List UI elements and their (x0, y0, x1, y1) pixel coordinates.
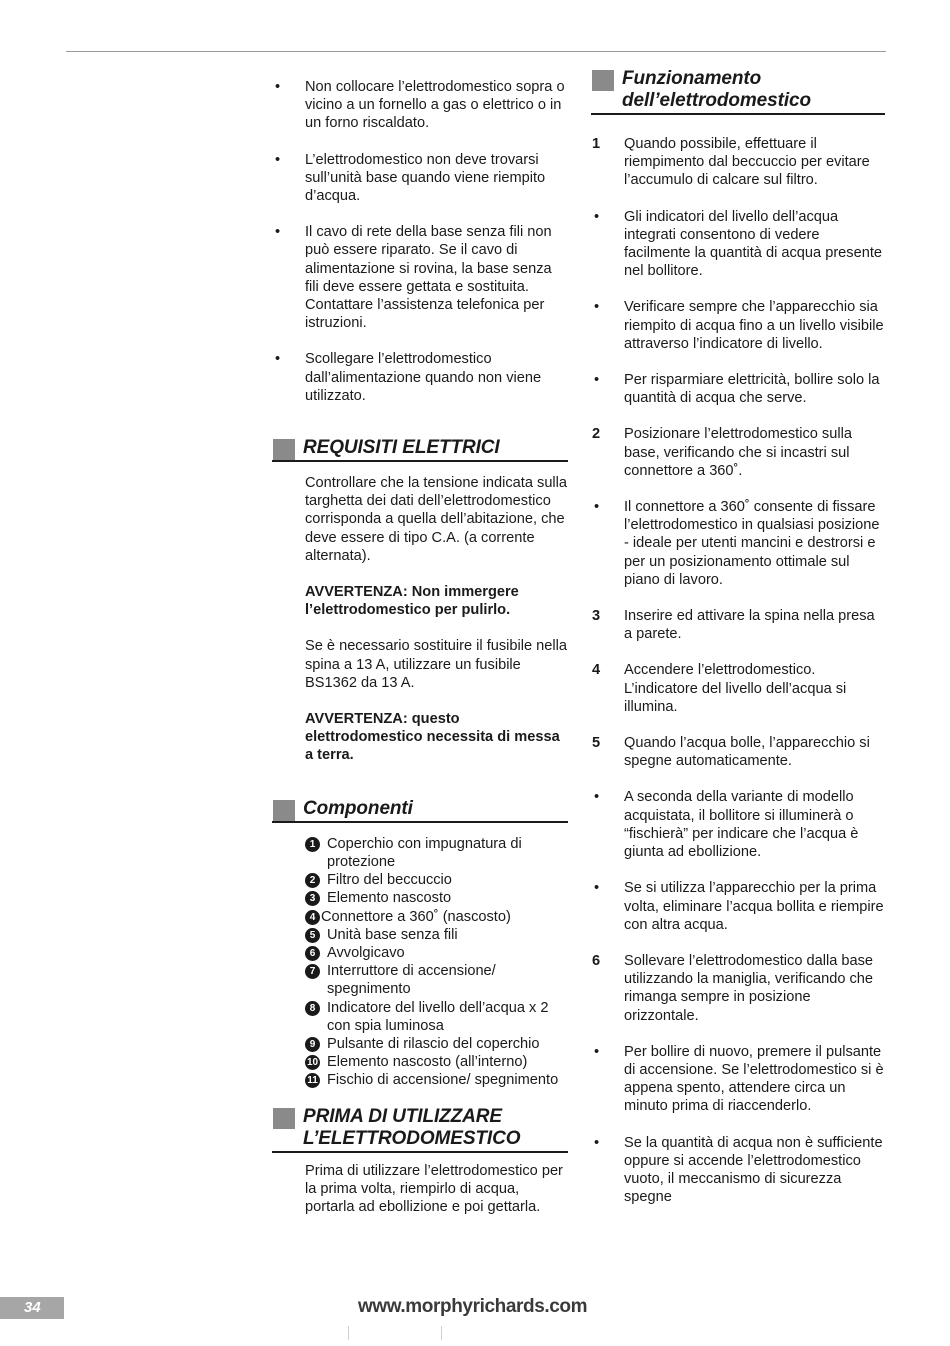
bullet-text: Scollegare l’elettrodomestico dall’alimentazione quando non viene utilizzato. (305, 351, 542, 404)
list-item (591, 1043, 885, 1116)
bullet: • (594, 1134, 600, 1151)
component-text: Avvolgicavo (327, 944, 405, 961)
bullet-text: Il cavo di rete della base senza fili non può essere riparato. Se il cavo di alimentazione si rovina, la base senza fili deve essere gettata e sostituita. Contattare l’assistenza telefonica per istruzioni. (305, 224, 552, 332)
component-text: Unità base senza fili (327, 926, 458, 943)
item-text: Verificare sempre che l’apparecchio sia riempito di acqua fino a un livello visibile attraverso l’indicatore di livello. (624, 299, 884, 352)
item-text: Inserire ed attivare la spina nella presa a parete. (624, 608, 875, 643)
component-item (272, 889, 568, 907)
component-number: 6 (305, 946, 320, 961)
component-item (272, 999, 568, 1035)
step-number: 1 (592, 136, 601, 152)
heading-square (273, 439, 295, 460)
heading-square (273, 1108, 295, 1129)
section-title-line2: dell’elettrodomestico (622, 90, 811, 111)
item-text: A seconda della variante di modello acquistata, il bollitore si illuminerà o “fischierà” per indicare che l’acqua è giunta ad ebollizione. (624, 789, 859, 861)
component-text: Filtro del beccuccio (327, 872, 452, 889)
component-item (272, 1053, 568, 1071)
bullet: • (594, 880, 600, 897)
bullet: • (275, 224, 281, 241)
heading-square (592, 70, 614, 91)
bullet: • (275, 79, 281, 95)
item-text: Per bollire di nuovo, premere il pulsante di accensione. Se l’elettrodomestico si è appena spento, attendere circa un minuto prima di riaccenderlo. (624, 1043, 884, 1115)
list-item (591, 607, 885, 643)
component-text: Elemento nascosto (327, 890, 452, 907)
website-url[interactable]: www.morphyrichards.com (358, 1296, 588, 1317)
section-heading-before-use (272, 1106, 568, 1153)
section-title-line1: Funzionamento (622, 68, 762, 89)
heading-square (273, 800, 295, 821)
section-heading-electrical (272, 437, 568, 462)
component-number: 3 (305, 891, 320, 906)
bullet: • (594, 1043, 600, 1060)
component-number: 7 (305, 964, 320, 979)
bullet: • (594, 208, 600, 225)
bullet-text: L’elettrodomestico non deve trovarsi sull’unità base quando viene riempito d’acqua. (305, 151, 546, 205)
step-number: 5 (592, 735, 601, 752)
left-column (272, 78, 568, 1216)
section-heading-operation (591, 68, 885, 115)
list-item (272, 78, 568, 133)
item-text: Sollevare l’elettrodomestico dalla base utilizzando la maniglia, verificando che rimanga sempre in posizione orizzontale. (624, 952, 874, 1024)
component-item (272, 944, 568, 962)
list-item (591, 371, 885, 407)
bullet: • (594, 499, 600, 516)
component-text: Interruttore di accensione/ spegnimento (327, 963, 496, 998)
component-text: Fischio di accensione/ spegnimento (327, 1072, 559, 1089)
component-number: 2 (305, 873, 320, 888)
section-heading-components (272, 798, 568, 823)
item-text: Se si utilizza l’apparecchio per la prima volta, eliminare l’acqua bollita e riempire con altra acqua. (624, 880, 884, 933)
component-text: Coperchio con impugnatura di protezione (327, 835, 522, 870)
step-number: 6 (592, 952, 601, 969)
bullet: • (275, 151, 281, 168)
component-text: Connettore a 360˚ (nascosto) (321, 908, 511, 925)
component-number: 9 (305, 1037, 320, 1052)
section-title: Componenti (303, 797, 413, 819)
component-item (272, 926, 568, 944)
right-column (591, 68, 885, 1206)
bullet: • (594, 299, 600, 316)
item-text: Quando possibile, effettuare il riempimento dal beccuccio per evitare l’accumulo di calcare sul filtro. (624, 136, 870, 189)
section-title-line1: PRIMA DI UTILIZZARE (303, 1105, 502, 1127)
step-number: 4 (592, 662, 601, 679)
item-text: Per risparmiare elettricità, bollire solo la quantità di acqua che serve. (624, 372, 880, 407)
bullet-text: Non collocare l’elettrodomestico sopra o vicino a un fornello a gas o elettrico o in un forno riscaldato. (305, 79, 565, 132)
list-item (591, 952, 885, 1025)
list-item (272, 151, 568, 206)
crop-mark (441, 1326, 442, 1340)
list-item (591, 425, 885, 480)
component-text: Pulsante di rilascio del coperchio (327, 1035, 540, 1052)
component-number: 8 (305, 1001, 320, 1016)
list-item (591, 135, 885, 190)
item-text: Gli indicatori del livello dell’acqua integrati consentono di vedere facilmente la quantità di acqua presente nel bollitore. (624, 208, 882, 280)
list-item (272, 223, 568, 332)
component-item (272, 1035, 568, 1053)
paragraph: Controllare che la tensione indicata sulla targhetta dei dati dell’elettrodomestico corrisponda a quella dell’abitazione, che deve essere di tipo C.A. (a corrente alternata). (305, 475, 568, 564)
list-item (272, 350, 568, 405)
item-text: Il connettore a 360˚ consente di fissare l’elettrodomestico in qualsiasi posizione - ideale per utenti mancini e destrorsi e per un posizionamento ottimale sul piano di lavoro. (624, 499, 880, 588)
component-number: 11 (305, 1073, 320, 1088)
crop-mark (348, 1326, 349, 1340)
section-title-line2: L’ELETTRODOMESTICO (303, 1127, 521, 1149)
paragraph: Prima di utilizzare l’elettrodomestico per la prima volta, riempirlo di acqua, portarla ad ebollizione e poi gettarla. (305, 1162, 563, 1215)
list-item (591, 298, 885, 353)
list-item (591, 208, 885, 281)
bullet: • (594, 789, 600, 806)
page-number: 34 (24, 1299, 41, 1316)
list-item (591, 788, 885, 861)
list-item (591, 1134, 885, 1207)
item-text: Accendere l’elettrodomestico. L’indicatore del livello dell’acqua si illumina. (624, 662, 847, 715)
component-number: 10 (306, 1057, 319, 1069)
component-text: Indicatore del livello dell’acqua x 2 con spia luminosa (327, 999, 549, 1034)
paragraph: Se è necessario sostituire il fusibile nella spina a 13 A, utilizzare un fusibile BS1362 da 13 A. (305, 638, 568, 691)
item-text: Quando l’acqua bolle, l’apparecchio si spegne automaticamente. (624, 735, 870, 770)
warning-text: AVVERTENZA: questo elettrodomestico necessita di messa a terra. (305, 711, 560, 764)
step-number: 3 (592, 608, 601, 625)
component-text: Elemento nascosto (all’interno) (327, 1054, 528, 1071)
warning-text: AVVERTENZA: Non immergere l’elettrodomestico per pulirlo. (305, 584, 519, 619)
top-rule (66, 51, 886, 52)
list-item (591, 879, 885, 934)
component-item (272, 871, 568, 889)
list-item (591, 661, 885, 716)
item-text: Se la quantità di acqua non è sufficiente oppure si accende l’elettrodomestico vuoto, il meccanismo di sicurezza spegne (624, 1134, 883, 1206)
component-item (272, 908, 568, 926)
list-item (591, 498, 885, 589)
list-item (591, 734, 885, 770)
component-number: 5 (305, 928, 320, 943)
component-item (272, 962, 568, 998)
item-text: Posizionare l’elettrodomestico sulla base, verificando che si incastri sul connettore a 360˚. (624, 426, 852, 479)
section-title: REQUISITI ELETTRICI (303, 437, 500, 459)
component-number: 4 (305, 910, 320, 925)
component-item (272, 1071, 568, 1089)
bullet: • (594, 372, 600, 389)
bullet: • (275, 351, 281, 368)
step-number: 2 (592, 426, 601, 443)
component-item (272, 835, 568, 871)
component-number: 1 (305, 837, 320, 852)
